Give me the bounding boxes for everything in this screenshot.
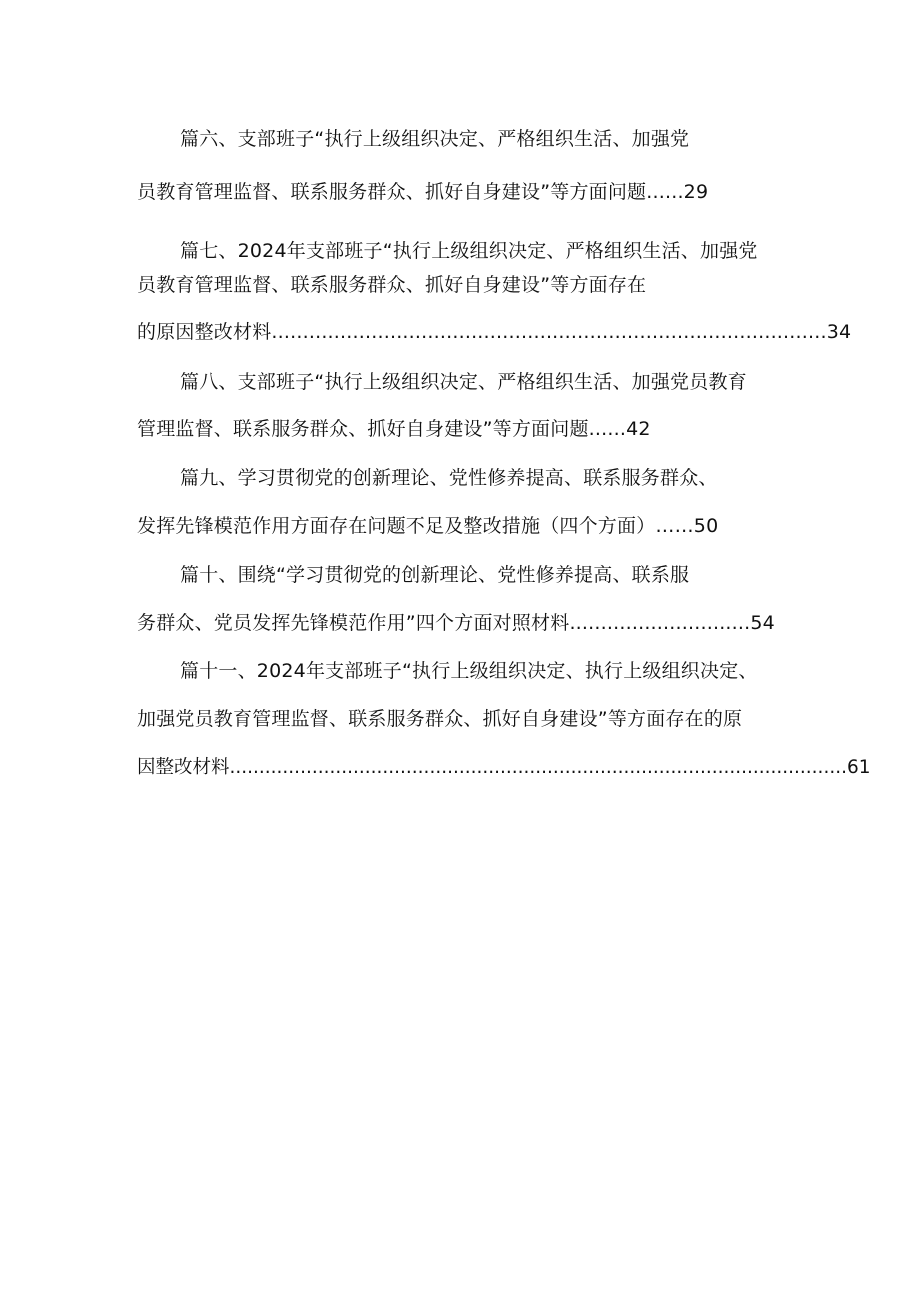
toc-entry-11-line-1[interactable]: 篇十一、2024年支部班子“执行上级组织决定、执行上级组织决定、 — [180, 660, 758, 682]
toc-entry-7-line-2[interactable]: 员教育管理监督、联系服务群众、抓好自身建设”等方面存在 — [137, 274, 647, 296]
toc-entry-9-line-2[interactable]: 发挥先锋模范作用方面存在问题不足及整改措施（四个方面）……50 — [137, 515, 719, 537]
toc-entry-7-line-1[interactable]: 篇七、2024年支部班子“执行上级组织决定、严格组织生活、加强党 — [180, 240, 758, 262]
toc-entry-8-line-2[interactable]: 管理监督、联系服务群众、抓好自身建设”等方面问题......42 — [137, 418, 651, 440]
toc-entry-6-line-2[interactable]: 员教育管理监督、联系服务群众、抓好自身建设”等方面问题......29 — [137, 181, 709, 203]
toc-entry-9-line-1[interactable]: 篇九、学习贯彻党的创新理论、党性修养提高、联系服务群众、 — [180, 467, 718, 489]
toc-entry-10-line-1[interactable]: 篇十、围绕“学习贯彻党的创新理论、党性修养提高、联系服 — [180, 564, 690, 586]
toc-entry-11-line-3[interactable]: 因整改材料.........................................................................................................61 — [137, 757, 871, 778]
toc-entry-8-line-1[interactable]: 篇八、支部班子“执行上级组织决定、严格组织生活、加强党员教育 — [180, 371, 747, 393]
toc-entry-10-line-2[interactable]: 务群众、党员发挥先锋模范作用”四个方面对照材料.............................54 — [137, 612, 775, 634]
toc-entry-11-line-2[interactable]: 加强党员教育管理监督、联系服务群众、抓好自身建设”等方面存在的原 — [137, 708, 743, 730]
toc-entry-6-line-1[interactable]: 篇六、支部班子“执行上级组织决定、严格组织生活、加强党 — [180, 128, 690, 150]
toc-entry-7-line-3[interactable]: 的原因整改材料.........................................................................................34 — [137, 321, 852, 343]
